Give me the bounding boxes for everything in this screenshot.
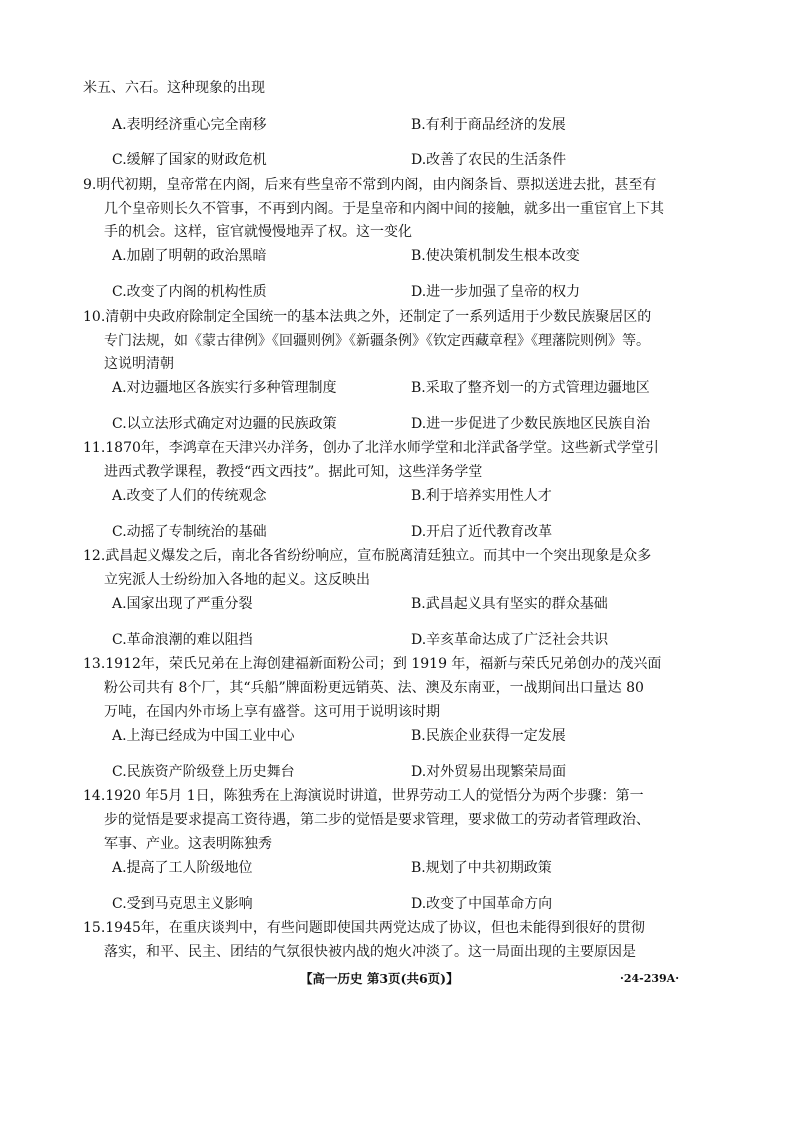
q14-option-b: B.规划了中共初期政策 (411, 860, 552, 876)
q13-option-a: A.上海已经成为中国工业中心 (112, 728, 295, 744)
q12-option-c: C.革命浪潮的难以阻挡 (112, 632, 253, 648)
q13-option-c: C.民族资产阶级登上历史舞台 (112, 764, 295, 780)
q12-stem-line-2: 立宪派人士纷纷加入各地的起义。这反映出 (104, 572, 370, 588)
q12-option-d: D.辛亥革命达成了广泛社会共识 (411, 632, 609, 648)
q13-option-b: B.民族企业获得一定发展 (411, 728, 566, 744)
q9-stem-line-1: 9.明代初期，皇帝常在内阁，后来有些皇帝不常到内阁，由内阁条旨、票拟送进去批，甚至有 (83, 177, 657, 193)
q15-stem-line-2: 落实，和平、民主、团结的气氛很快被内战的炮火冲淡了。这一局面出现的主要原因是 (104, 944, 636, 960)
q8-option-d: D.改善了农民的生活条件 (411, 152, 567, 168)
q14-stem-line-1: 14.1920 年5月 1日，陈独秀在上海演说时讲道，世界劳动工人的觉悟分为两个步骤：第一 (83, 788, 644, 804)
q13-stem-line-2: 粉公司共有 8个厂，其“兵船”牌面粉更远销英、法、澳及东南亚，一战期间出口量达 80 (104, 680, 644, 696)
page-footer-code: ·24-239A· (620, 972, 680, 985)
q9-option-d: D.进一步加强了皇帝的权力 (411, 284, 581, 300)
q9-option-a: A.加剧了明朝的政治黑暗 (112, 248, 267, 264)
q15-stem-line-1: 15.1945年，在重庆谈判中，有些问题即使国共两党达成了协议，但也未能得到很好的贯彻 (83, 920, 645, 936)
q14-option-d: D.改变了中国革命方向 (411, 896, 553, 912)
q8-option-c: C.缓解了国家的财政危机 (112, 152, 267, 168)
q9-stem-line-3: 手的机会。这样，宦官就慢慢地弄了权。这一变化 (104, 224, 412, 240)
q9-option-b: B.使决策机制发生根本改变 (411, 248, 580, 264)
q11-option-a: A.改变了人们的传统观念 (112, 488, 267, 504)
q10-option-c: C.以立法形式确定对边疆的民族政策 (112, 416, 337, 432)
q10-option-a: A.对边疆地区各族实行多种管理制度 (112, 380, 337, 396)
q9-stem-line-2: 几个皇帝则长久不管事，不再到内阁。于是皇帝和内阁中间的接触，就多出一重宦官上下其 (104, 201, 664, 217)
q10-stem-line-3: 这说明清朝 (104, 356, 174, 372)
q13-stem-line-1: 13.1912年，荣氏兄弟在上海创建福新面粉公司；到 1919 年，福新与荣氏兄弟创办的茂兴面 (83, 656, 662, 672)
q13-stem-line-3: 万吨，在国内外市场上享有盛誉。这可用于说明该时期 (104, 704, 440, 720)
q14-stem-line-3: 军事、产业。这表明陈独秀 (104, 836, 272, 852)
q14-option-c: C.受到马克思主义影响 (112, 896, 253, 912)
q8-option-a: A.表明经济重心完全南移 (112, 117, 267, 133)
q10-option-d: D.进一步促进了少数民族地区民族自治 (411, 416, 651, 432)
q11-stem-line-2: 进西式教学课程，教授“西文西技”。据此可知，这些洋务学堂 (104, 464, 483, 480)
q8-option-b: B.有利于商品经济的发展 (411, 117, 566, 133)
q14-stem-line-2: 步的觉悟是要求提高工资待遇，第二步的觉悟是要求管理，要求做工的劳动者管理政治、 (104, 812, 650, 828)
q13-option-d: D.对外贸易出现繁荣局面 (411, 764, 567, 780)
q12-option-a: A.国家出现了严重分裂 (112, 596, 253, 612)
q8-stem-tail: 米五、六石。这种现象的出现 (83, 80, 265, 96)
q14-option-a: A.提高了工人阶级地位 (112, 860, 253, 876)
q11-option-d: D.开启了近代教育改革 (411, 524, 553, 540)
q10-option-b: B.采取了整齐划一的方式管理边疆地区 (411, 380, 650, 396)
q10-stem-line-1: 10.清朝中央政府除制定全国统一的基本法典之外，还制定了一系列适用于少数民族聚居区的 (83, 309, 652, 325)
q12-stem-line-1: 12.武昌起义爆发之后，南北各省纷纷响应，宣布脱离清廷独立。而其中一个突出现象是众多 (83, 548, 652, 564)
q11-option-c: C.动摇了专制统治的基础 (112, 524, 267, 540)
q9-option-c: C.改变了内阁的机构性质 (112, 284, 267, 300)
q11-stem-line-1: 11.1870年，李鸿章在天津兴办洋务，创办了北洋水师学堂和北洋武备学堂。这些新式学堂引 (83, 440, 659, 456)
page-footer-label: 【高一历史 第3页(共6页)】 (300, 971, 459, 986)
q12-option-b: B.武昌起义具有坚实的群众基础 (411, 596, 608, 612)
q10-stem-line-2: 专门法规，如《蒙古律例》《回疆则例》《新疆条例》《钦定西藏章程》《理藩院则例》等。 (104, 333, 650, 349)
q11-option-b: B.利于培养实用性人才 (411, 488, 552, 504)
